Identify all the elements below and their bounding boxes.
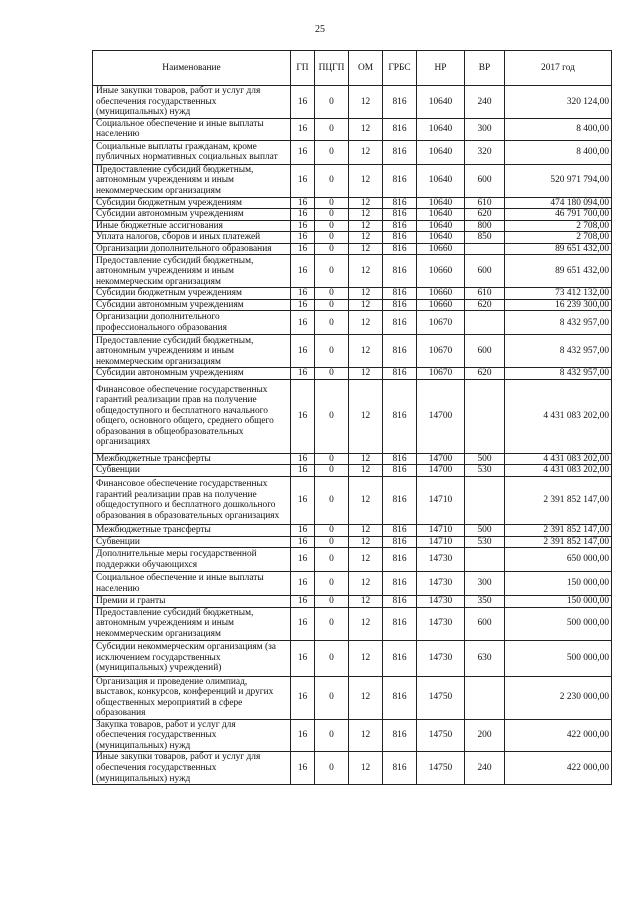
cell-om: 12 bbox=[349, 220, 383, 232]
cell-name: Субсидии автономным учреждениям bbox=[93, 368, 291, 380]
cell-sum: 2 391 852 147,00 bbox=[505, 476, 612, 524]
cell-name: Субсидии автономным учреждениям bbox=[93, 209, 291, 221]
cell-grbs: 816 bbox=[383, 524, 417, 536]
cell-sum: 422 000,00 bbox=[505, 752, 612, 785]
cell-om: 12 bbox=[349, 86, 383, 119]
cell-vr bbox=[465, 676, 505, 719]
cell-sum: 4 431 083 202,00 bbox=[505, 453, 612, 465]
table-row bbox=[93, 164, 612, 197]
header-sum: 2017 год bbox=[505, 51, 612, 86]
table-row bbox=[93, 86, 612, 119]
cell-om: 12 bbox=[349, 640, 383, 676]
cell-om: 12 bbox=[349, 572, 383, 596]
cell-name: Иные бюджетные ассигнования bbox=[93, 220, 291, 232]
cell-vr: 610 bbox=[465, 197, 505, 209]
cell-nr: 10640 bbox=[417, 220, 465, 232]
cell-pgp: 0 bbox=[315, 368, 349, 380]
table-row bbox=[93, 572, 612, 596]
cell-om: 12 bbox=[349, 118, 383, 140]
cell-grbs: 816 bbox=[383, 86, 417, 119]
cell-nr: 14730 bbox=[417, 596, 465, 608]
table-header-row bbox=[93, 51, 612, 86]
cell-om: 12 bbox=[349, 676, 383, 719]
cell-sum: 8 432 957,00 bbox=[505, 311, 612, 335]
cell-nr: 14710 bbox=[417, 536, 465, 548]
cell-pgp: 0 bbox=[315, 607, 349, 640]
cell-name: Субсидии автономным учреждениям bbox=[93, 299, 291, 311]
table-row bbox=[93, 288, 612, 300]
cell-nr: 10640 bbox=[417, 140, 465, 164]
cell-sum: 8 432 957,00 bbox=[505, 368, 612, 380]
cell-name: Финансовое обеспечение государственных гарантий реализации прав на получение общедоступного и бесплатного дошкольного образования в образовательных организациях bbox=[93, 476, 291, 524]
cell-vr: 620 bbox=[465, 299, 505, 311]
cell-sum: 2 708,00 bbox=[505, 232, 612, 244]
cell-om: 12 bbox=[349, 524, 383, 536]
cell-pgp: 0 bbox=[315, 476, 349, 524]
cell-sum: 16 239 300,00 bbox=[505, 299, 612, 311]
cell-om: 12 bbox=[349, 752, 383, 785]
cell-pgp: 0 bbox=[315, 164, 349, 197]
table-row bbox=[93, 548, 612, 572]
table-row bbox=[93, 536, 612, 548]
cell-pgp: 0 bbox=[315, 255, 349, 288]
cell-om: 12 bbox=[349, 209, 383, 221]
cell-grbs: 816 bbox=[383, 255, 417, 288]
cell-vr: 240 bbox=[465, 86, 505, 119]
table-row bbox=[93, 453, 612, 465]
cell-om: 12 bbox=[349, 596, 383, 608]
table-row bbox=[93, 335, 612, 368]
cell-grbs: 816 bbox=[383, 299, 417, 311]
cell-om: 12 bbox=[349, 476, 383, 524]
cell-pgp: 0 bbox=[315, 140, 349, 164]
cell-name: Организации дополнительного профессионального образования bbox=[93, 311, 291, 335]
cell-nr: 10660 bbox=[417, 288, 465, 300]
cell-name: Субсидии бюджетным учреждениям bbox=[93, 288, 291, 300]
cell-gp: 16 bbox=[291, 596, 315, 608]
cell-om: 12 bbox=[349, 335, 383, 368]
table-row bbox=[93, 243, 612, 255]
cell-vr bbox=[465, 243, 505, 255]
cell-nr: 10640 bbox=[417, 118, 465, 140]
cell-gp: 16 bbox=[291, 220, 315, 232]
cell-nr: 14730 bbox=[417, 640, 465, 676]
header-gp: ГП bbox=[291, 51, 315, 86]
cell-pgp: 0 bbox=[315, 752, 349, 785]
cell-grbs: 816 bbox=[383, 209, 417, 221]
cell-om: 12 bbox=[349, 299, 383, 311]
cell-vr: 350 bbox=[465, 596, 505, 608]
table-row bbox=[93, 607, 612, 640]
cell-pgp: 0 bbox=[315, 311, 349, 335]
cell-name: Субвенции bbox=[93, 536, 291, 548]
table-row bbox=[93, 311, 612, 335]
cell-gp: 16 bbox=[291, 118, 315, 140]
header-name: Наименование bbox=[93, 51, 291, 86]
cell-pgp: 0 bbox=[315, 232, 349, 244]
cell-pgp: 0 bbox=[315, 465, 349, 477]
cell-om: 12 bbox=[349, 607, 383, 640]
cell-name: Субвенции bbox=[93, 465, 291, 477]
cell-nr: 10640 bbox=[417, 232, 465, 244]
cell-sum: 8 432 957,00 bbox=[505, 335, 612, 368]
cell-vr bbox=[465, 311, 505, 335]
cell-pgp: 0 bbox=[315, 86, 349, 119]
cell-sum: 500 000,00 bbox=[505, 640, 612, 676]
cell-name: Дополнительные меры государственной поддержки обучающихся bbox=[93, 548, 291, 572]
cell-name: Финансовое обеспечение государственных гарантий реализации прав на получение общедоступного и бесплатного начального общего, основного общего, среднего общего образования в общеобразовательных организациях bbox=[93, 379, 291, 453]
cell-gp: 16 bbox=[291, 255, 315, 288]
cell-sum: 8 400,00 bbox=[505, 118, 612, 140]
cell-vr: 620 bbox=[465, 209, 505, 221]
cell-vr: 530 bbox=[465, 465, 505, 477]
table-row bbox=[93, 465, 612, 477]
cell-grbs: 816 bbox=[383, 572, 417, 596]
cell-gp: 16 bbox=[291, 640, 315, 676]
cell-vr: 320 bbox=[465, 140, 505, 164]
cell-vr: 600 bbox=[465, 255, 505, 288]
cell-vr: 300 bbox=[465, 572, 505, 596]
cell-sum: 150 000,00 bbox=[505, 572, 612, 596]
cell-gp: 16 bbox=[291, 676, 315, 719]
cell-sum: 150 000,00 bbox=[505, 596, 612, 608]
cell-nr: 14730 bbox=[417, 607, 465, 640]
cell-pgp: 0 bbox=[315, 197, 349, 209]
cell-om: 12 bbox=[349, 368, 383, 380]
cell-name: Уплата налогов, сборов и иных платежей bbox=[93, 232, 291, 244]
cell-sum: 2 391 852 147,00 bbox=[505, 524, 612, 536]
cell-name: Организации дополнительного образования bbox=[93, 243, 291, 255]
cell-name: Иные закупки товаров, работ и услуг для обеспечения государственных (муниципальных) нужд bbox=[93, 86, 291, 119]
cell-pgp: 0 bbox=[315, 596, 349, 608]
cell-vr: 600 bbox=[465, 335, 505, 368]
table-row bbox=[93, 255, 612, 288]
cell-nr: 14750 bbox=[417, 719, 465, 752]
cell-pgp: 0 bbox=[315, 536, 349, 548]
cell-name: Премии и гранты bbox=[93, 596, 291, 608]
cell-sum: 2 708,00 bbox=[505, 220, 612, 232]
cell-gp: 16 bbox=[291, 232, 315, 244]
cell-sum: 320 124,00 bbox=[505, 86, 612, 119]
cell-gp: 16 bbox=[291, 311, 315, 335]
cell-vr bbox=[465, 548, 505, 572]
cell-name: Межбюджетные трансферты bbox=[93, 453, 291, 465]
cell-vr: 800 bbox=[465, 220, 505, 232]
header-vr: ВР bbox=[465, 51, 505, 86]
cell-om: 12 bbox=[349, 197, 383, 209]
cell-sum: 73 412 132,00 bbox=[505, 288, 612, 300]
table-row bbox=[93, 209, 612, 221]
cell-nr: 10670 bbox=[417, 335, 465, 368]
cell-vr: 600 bbox=[465, 164, 505, 197]
cell-pgp: 0 bbox=[315, 118, 349, 140]
cell-nr: 14700 bbox=[417, 453, 465, 465]
table-row bbox=[93, 476, 612, 524]
cell-om: 12 bbox=[349, 536, 383, 548]
cell-pgp: 0 bbox=[315, 572, 349, 596]
cell-pgp: 0 bbox=[315, 453, 349, 465]
cell-gp: 16 bbox=[291, 607, 315, 640]
cell-grbs: 816 bbox=[383, 596, 417, 608]
table-row bbox=[93, 719, 612, 752]
cell-grbs: 816 bbox=[383, 232, 417, 244]
cell-vr: 600 bbox=[465, 607, 505, 640]
cell-pgp: 0 bbox=[315, 220, 349, 232]
cell-om: 12 bbox=[349, 453, 383, 465]
cell-om: 12 bbox=[349, 719, 383, 752]
cell-nr: 14750 bbox=[417, 676, 465, 719]
cell-nr: 10670 bbox=[417, 311, 465, 335]
cell-grbs: 816 bbox=[383, 335, 417, 368]
cell-grbs: 816 bbox=[383, 243, 417, 255]
cell-om: 12 bbox=[349, 255, 383, 288]
cell-grbs: 816 bbox=[383, 368, 417, 380]
cell-vr: 610 bbox=[465, 288, 505, 300]
cell-grbs: 816 bbox=[383, 640, 417, 676]
cell-gp: 16 bbox=[291, 164, 315, 197]
cell-gp: 16 bbox=[291, 368, 315, 380]
cell-grbs: 816 bbox=[383, 197, 417, 209]
cell-nr: 10660 bbox=[417, 243, 465, 255]
cell-sum: 89 651 432,00 bbox=[505, 243, 612, 255]
cell-name: Предоставление субсидий бюджетным, автономным учреждениям и иным некоммерческим организациям bbox=[93, 607, 291, 640]
cell-grbs: 816 bbox=[383, 752, 417, 785]
cell-gp: 16 bbox=[291, 140, 315, 164]
cell-om: 12 bbox=[349, 465, 383, 477]
cell-name: Субсидии бюджетным учреждениям bbox=[93, 197, 291, 209]
cell-om: 12 bbox=[349, 548, 383, 572]
header-nr: НР bbox=[417, 51, 465, 86]
cell-sum: 4 431 083 202,00 bbox=[505, 379, 612, 453]
cell-grbs: 816 bbox=[383, 536, 417, 548]
cell-gp: 16 bbox=[291, 453, 315, 465]
cell-nr: 14730 bbox=[417, 548, 465, 572]
header-om: ОМ bbox=[349, 51, 383, 86]
cell-sum: 46 791 700,00 bbox=[505, 209, 612, 221]
cell-vr: 630 bbox=[465, 640, 505, 676]
cell-om: 12 bbox=[349, 232, 383, 244]
cell-grbs: 816 bbox=[383, 607, 417, 640]
cell-vr: 620 bbox=[465, 368, 505, 380]
cell-grbs: 816 bbox=[383, 719, 417, 752]
table-row bbox=[93, 676, 612, 719]
cell-gp: 16 bbox=[291, 548, 315, 572]
cell-pgp: 0 bbox=[315, 379, 349, 453]
cell-vr: 850 bbox=[465, 232, 505, 244]
cell-pgp: 0 bbox=[315, 288, 349, 300]
cell-gp: 16 bbox=[291, 476, 315, 524]
cell-name: Организация и проведение олимпиад, выставок, конкурсов, конференций и других общественных мероприятий в сфере образования bbox=[93, 676, 291, 719]
cell-vr: 530 bbox=[465, 536, 505, 548]
cell-nr: 14700 bbox=[417, 465, 465, 477]
table-row bbox=[93, 640, 612, 676]
cell-vr: 500 bbox=[465, 453, 505, 465]
cell-om: 12 bbox=[349, 379, 383, 453]
cell-om: 12 bbox=[349, 164, 383, 197]
table-row bbox=[93, 524, 612, 536]
cell-grbs: 816 bbox=[383, 118, 417, 140]
cell-nr: 10640 bbox=[417, 164, 465, 197]
table-row bbox=[93, 232, 612, 244]
cell-name: Иные закупки товаров, работ и услуг для обеспечения государственных (муниципальных) нужд bbox=[93, 752, 291, 785]
table-row bbox=[93, 140, 612, 164]
cell-sum: 2 230 000,00 bbox=[505, 676, 612, 719]
cell-pgp: 0 bbox=[315, 676, 349, 719]
cell-grbs: 816 bbox=[383, 465, 417, 477]
cell-pgp: 0 bbox=[315, 548, 349, 572]
cell-nr: 14730 bbox=[417, 572, 465, 596]
cell-gp: 16 bbox=[291, 572, 315, 596]
cell-name: Межбюджетные трансферты bbox=[93, 524, 291, 536]
cell-om: 12 bbox=[349, 243, 383, 255]
cell-pgp: 0 bbox=[315, 209, 349, 221]
cell-gp: 16 bbox=[291, 209, 315, 221]
cell-om: 12 bbox=[349, 288, 383, 300]
cell-gp: 16 bbox=[291, 752, 315, 785]
cell-gp: 16 bbox=[291, 288, 315, 300]
cell-grbs: 816 bbox=[383, 476, 417, 524]
cell-gp: 16 bbox=[291, 524, 315, 536]
cell-gp: 16 bbox=[291, 719, 315, 752]
cell-grbs: 816 bbox=[383, 379, 417, 453]
cell-nr: 10640 bbox=[417, 197, 465, 209]
cell-pgp: 0 bbox=[315, 719, 349, 752]
cell-sum: 500 000,00 bbox=[505, 607, 612, 640]
cell-name: Субсидии некоммерческим организациям (за исключением государственных (муниципальных) учреждений) bbox=[93, 640, 291, 676]
cell-name: Закупка товаров, работ и услуг для обеспечения государственных (муниципальных) нужд bbox=[93, 719, 291, 752]
cell-nr: 10640 bbox=[417, 86, 465, 119]
cell-nr: 14710 bbox=[417, 524, 465, 536]
cell-nr: 14750 bbox=[417, 752, 465, 785]
cell-name: Социальные выплаты гражданам, кроме публичных нормативных социальных выплат bbox=[93, 140, 291, 164]
cell-nr: 10640 bbox=[417, 209, 465, 221]
cell-name: Предоставление субсидий бюджетным, автономным учреждениям и иным некоммерческим организациям bbox=[93, 255, 291, 288]
cell-gp: 16 bbox=[291, 243, 315, 255]
budget-table bbox=[92, 50, 612, 785]
cell-nr: 10660 bbox=[417, 255, 465, 288]
table-row bbox=[93, 752, 612, 785]
header-pgp: ПЦГП bbox=[315, 51, 349, 86]
cell-gp: 16 bbox=[291, 536, 315, 548]
cell-nr: 14700 bbox=[417, 379, 465, 453]
cell-vr bbox=[465, 379, 505, 453]
cell-om: 12 bbox=[349, 311, 383, 335]
cell-sum: 520 971 794,00 bbox=[505, 164, 612, 197]
cell-gp: 16 bbox=[291, 465, 315, 477]
cell-vr: 240 bbox=[465, 752, 505, 785]
cell-nr: 10670 bbox=[417, 368, 465, 380]
cell-pgp: 0 bbox=[315, 524, 349, 536]
cell-sum: 2 391 852 147,00 bbox=[505, 536, 612, 548]
cell-grbs: 816 bbox=[383, 548, 417, 572]
cell-grbs: 816 bbox=[383, 288, 417, 300]
cell-gp: 16 bbox=[291, 299, 315, 311]
cell-name: Предоставление субсидий бюджетным, автономным учреждениям и иным некоммерческим организациям bbox=[93, 164, 291, 197]
table-row bbox=[93, 368, 612, 380]
table-row bbox=[93, 379, 612, 453]
cell-name: Социальное обеспечение и иные выплаты населению bbox=[93, 572, 291, 596]
cell-grbs: 816 bbox=[383, 453, 417, 465]
cell-sum: 422 000,00 bbox=[505, 719, 612, 752]
table-row bbox=[93, 197, 612, 209]
cell-sum: 4 431 083 202,00 bbox=[505, 465, 612, 477]
header-grbs: ГРБС bbox=[383, 51, 417, 86]
cell-vr: 500 bbox=[465, 524, 505, 536]
cell-gp: 16 bbox=[291, 335, 315, 368]
cell-sum: 650 000,00 bbox=[505, 548, 612, 572]
cell-name: Социальное обеспечение и иные выплаты населению bbox=[93, 118, 291, 140]
cell-gp: 16 bbox=[291, 86, 315, 119]
cell-name: Предоставление субсидий бюджетным, автономным учреждениям и иным некоммерческим организациям bbox=[93, 335, 291, 368]
cell-pgp: 0 bbox=[315, 335, 349, 368]
cell-grbs: 816 bbox=[383, 220, 417, 232]
cell-vr: 300 bbox=[465, 118, 505, 140]
cell-pgp: 0 bbox=[315, 243, 349, 255]
cell-nr: 14710 bbox=[417, 476, 465, 524]
table-body bbox=[93, 86, 612, 785]
cell-nr: 10660 bbox=[417, 299, 465, 311]
cell-gp: 16 bbox=[291, 197, 315, 209]
cell-vr bbox=[465, 476, 505, 524]
cell-grbs: 816 bbox=[383, 140, 417, 164]
cell-sum: 89 651 432,00 bbox=[505, 255, 612, 288]
cell-sum: 8 400,00 bbox=[505, 140, 612, 164]
cell-pgp: 0 bbox=[315, 299, 349, 311]
cell-sum: 474 180 094,00 bbox=[505, 197, 612, 209]
table-row bbox=[93, 220, 612, 232]
cell-grbs: 816 bbox=[383, 311, 417, 335]
cell-grbs: 816 bbox=[383, 164, 417, 197]
cell-vr: 200 bbox=[465, 719, 505, 752]
table-row bbox=[93, 299, 612, 311]
cell-grbs: 816 bbox=[383, 676, 417, 719]
cell-pgp: 0 bbox=[315, 640, 349, 676]
table-row bbox=[93, 118, 612, 140]
cell-om: 12 bbox=[349, 140, 383, 164]
cell-gp: 16 bbox=[291, 379, 315, 453]
table-row bbox=[93, 596, 612, 608]
page-number: 25 bbox=[315, 24, 325, 35]
